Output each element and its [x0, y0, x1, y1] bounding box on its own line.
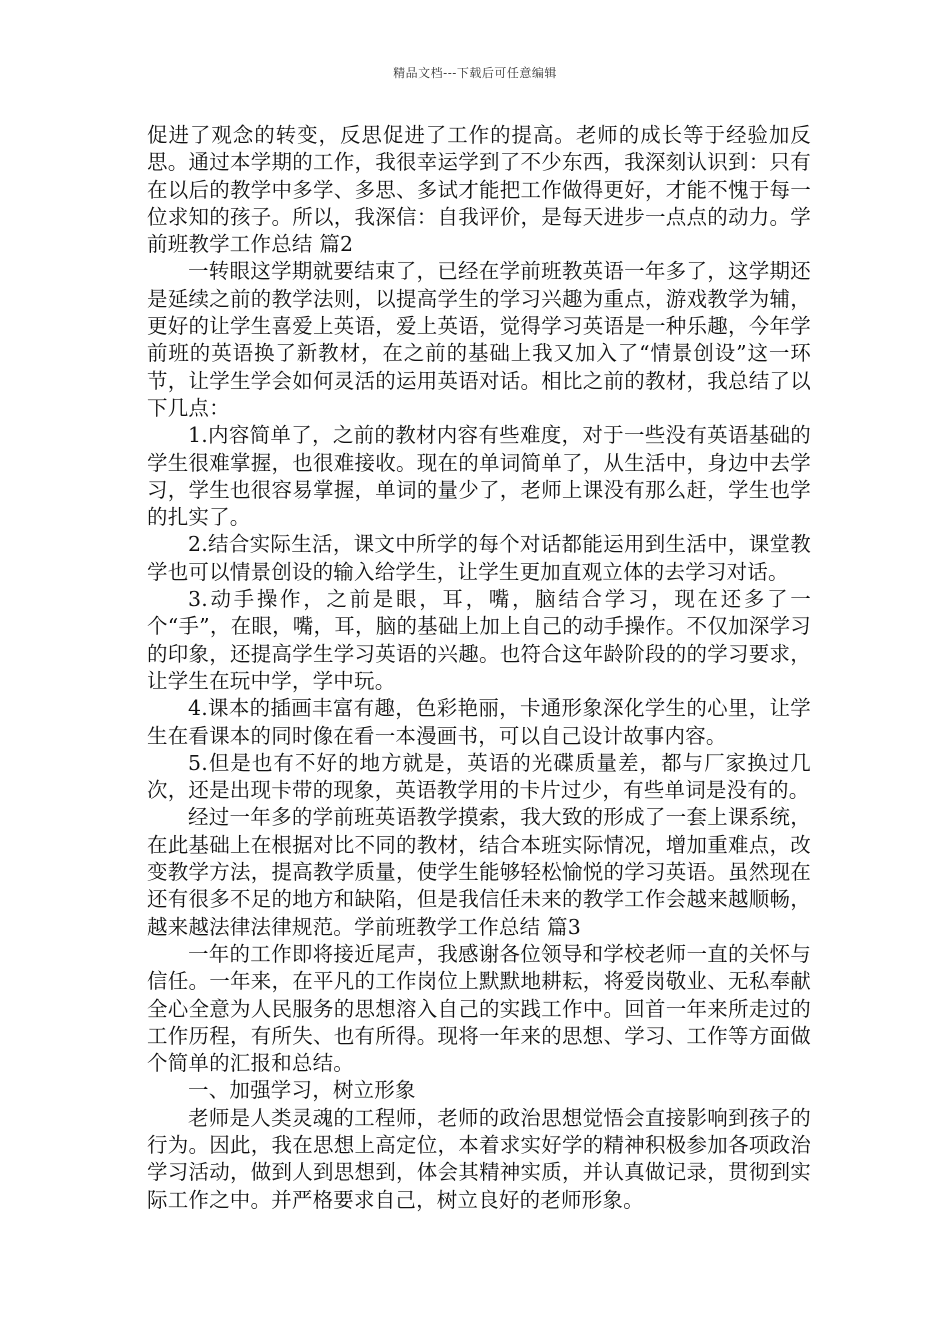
paragraph-point-5: 5.但是也有不好的地方就是，英语的光碟质量差，都与厂家换过几次，还是出现卡带的现象，英语教学用的卡片过少，有些单词是没有的。 — [147, 750, 811, 803]
paragraph-2: 一转眼这学期就要结束了，已经在学前班教英语一年多了，这学期还是延续之前的教学法则，以提高学生的学习兴趣为重点，游戏教学为辅，更好的让学生喜爱上英语，爱上英语，觉得学习英语是一种乐趣，今年学前班的英语换了新教材，在之前的基础上我又加入了“情景创设”这一环节，让学生学会如何灵活的运用英语对话。相比之前的教材，我总结了以下几点： — [147, 259, 811, 420]
paragraph-year-intro: 一年的工作即将接近尾声，我感谢各位领导和学校老师一直的关怀与信任。一年来，在平凡的工作岗位上默默地耕耘，将爱岗敬业、无私奉献全心全意为人民服务的思想溶入自己的实践工作中。回首一年来所走过的工作历程，有所失、也有所得。现将一年来的思想、学习、工作等方面做个简单的汇报和总结。 — [147, 941, 811, 1076]
header-note: 精品文档---下载后可任意编辑 — [393, 66, 557, 80]
paragraph-point-2: 2.结合实际生活，课文中所学的每个对话都能运用到生活中，课堂教学也可以情景创设的输入给学生，让学生更加直观立体的去学习对话。 — [147, 532, 811, 584]
paragraph-1: 促进了观念的转变，反思促进了工作的提高。老师的成长等于经验加反思。通过本学期的工作，我很幸运学到了不少东西，我深刻认识到：只有在以后的教学中多学、多思、多试才能把工作做得更好，才能不愧于每一位求知的孩子。所以，我深信：自我评价，是每天进步一点点的动力。学前班教学工作总结 篇2 — [147, 123, 811, 257]
document-body — [147, 122, 811, 1214]
paragraph-section-1: 老师是人类灵魂的工程师，老师的政治思想觉悟会直接影响到孩子的行为。因此，我在思想上高定位，本着求实好学的精神积极参加各项政治学习活动，做到人到思想到，体会其精神实质，并认真做记录，贯彻到实际工作之中。并严格要求自己，树立良好的老师形象。 — [147, 1105, 811, 1212]
paragraph-point-4: 4.课本的插画丰富有趣，色彩艳丽，卡通形象深化学生的心里，让学生在看课本的同时像在看一本漫画书，可以自己设计故事内容。 — [147, 696, 811, 748]
section-heading-1: 一、加强学习，树立形象 — [188, 1078, 416, 1103]
paragraph-point-1: 1.内容简单了，之前的教材内容有些难度，对于一些没有英语基础的学生很难掌握，也很难接收。现在的单词简单了，从生活中，身边中去学习，学生也很容易掌握，单词的量少了，老师上课没有那么赶，学生也学的扎实了。 — [147, 423, 811, 530]
paragraph-point-3: 3.动手操作，之前是眼，耳，嘴，脑结合学习，现在还多了一个“手”，在眼，嘴，耳，脑的基础上加上自己的动手操作。不仅加深学习的印象，还提高学生学习英语的兴趣。也符合这年龄阶段的的学习要求，让学生在玩中学，学中玩。 — [147, 587, 811, 693]
paragraph-summary: 经过一年多的学前班英语教学摸索，我大致的形成了一套上课系统，在此基础上在根据对比不同的教材，结合本班实际情况，增加重难点，改变教学方法，提高教学质量，使学生能够轻松愉悦的学习英语。虽然现在还有很多不足的地方和缺陷，但是我信任未来的教学工作会越来越顺畅，越来越法律法律规范。学前班教学工作总结 篇3 — [147, 805, 811, 939]
